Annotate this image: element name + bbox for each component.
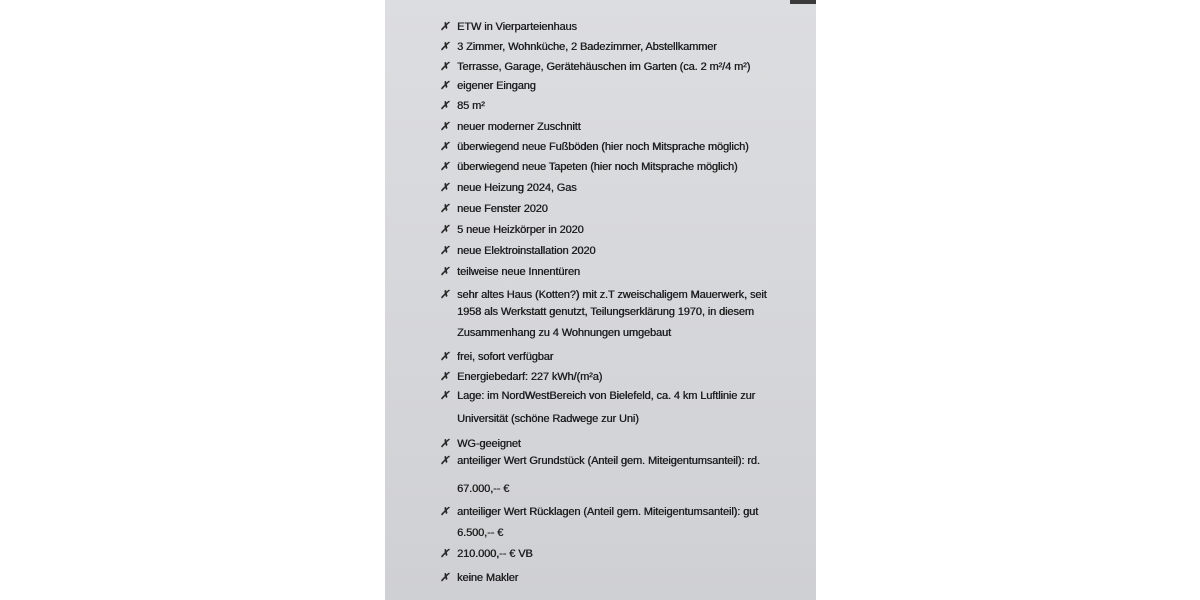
cross-bullet-icon: ✗ xyxy=(440,371,450,383)
list-item-text: WG-geeignet xyxy=(457,438,521,450)
list-item-text: neue Elektroinstallation 2020 xyxy=(457,245,596,257)
list-item-text: keine Makler xyxy=(457,572,519,584)
list-item-text: neuer moderner Zuschnitt xyxy=(457,121,581,133)
list-item-text: 67.000,-- € xyxy=(457,483,510,495)
list-item-text: 85 m² xyxy=(457,100,485,112)
cross-bullet-icon: ✗ xyxy=(440,455,450,467)
list-item-text: eigener Eingang xyxy=(457,80,536,92)
cross-bullet-icon: ✗ xyxy=(440,182,450,194)
list-item-text: Zusammenhang zu 4 Wohnungen umgebaut xyxy=(457,327,671,339)
list-item-text: Lage: im NordWestBereich von Bielefeld, ca. 4 km Luftlinie zur xyxy=(457,390,756,402)
list-item-text: 1958 als Werkstatt genutzt, Teilungserklärung 1970, in diesem xyxy=(457,306,754,318)
cross-bullet-icon: ✗ xyxy=(440,141,450,153)
cross-bullet-icon: ✗ xyxy=(440,41,450,53)
list-item-text: neue Heizung 2024, Gas xyxy=(457,182,577,194)
cross-bullet-icon: ✗ xyxy=(440,21,450,33)
list-item-text: anteiliger Wert Grundstück (Anteil gem. Miteigentumsanteil): rd. xyxy=(457,455,760,467)
page-edge-shadow xyxy=(790,0,816,4)
cross-bullet-icon: ✗ xyxy=(440,351,450,363)
cross-bullet-icon: ✗ xyxy=(440,245,450,257)
cross-bullet-icon: ✗ xyxy=(440,61,450,73)
cross-bullet-icon: ✗ xyxy=(440,548,450,560)
cross-bullet-icon: ✗ xyxy=(440,438,450,450)
list-item-text: sehr altes Haus (Kotten?) mit z.T zweischaligem Mauerwerk, seit xyxy=(457,289,767,301)
list-item-text: 5 neue Heizkörper in 2020 xyxy=(457,224,584,236)
cross-bullet-icon: ✗ xyxy=(440,572,450,584)
cross-bullet-icon: ✗ xyxy=(440,161,450,173)
list-item-text: 6.500,-- € xyxy=(457,527,504,539)
cross-bullet-icon: ✗ xyxy=(440,506,450,518)
cross-bullet-icon: ✗ xyxy=(440,203,450,215)
cross-bullet-icon: ✗ xyxy=(440,80,450,92)
list-item-text: anteiliger Wert Rücklagen (Anteil gem. Miteigentumsanteil): gut xyxy=(457,506,759,518)
list-item-text: ETW in Vierparteienhaus xyxy=(457,21,577,33)
list-item-text: Universität (schöne Radwege zur Uni) xyxy=(457,413,639,425)
list-item-text: überwiegend neue Tapeten (hier noch Mitsprache möglich) xyxy=(457,161,738,173)
list-item-text: 210.000,-- € VB xyxy=(457,548,533,560)
cross-bullet-icon: ✗ xyxy=(440,121,450,133)
list-item-text: 3 Zimmer, Wohnküche, 2 Badezimmer, Abstellkammer xyxy=(457,41,717,53)
list-item-text: Energiebedarf: 227 kWh/(m²a) xyxy=(457,371,603,383)
list-item-text: Terrasse, Garage, Gerätehäuschen im Garten (ca. 2 m²/4 m²) xyxy=(457,61,751,73)
cross-bullet-icon: ✗ xyxy=(440,100,450,112)
cross-bullet-icon: ✗ xyxy=(440,266,450,278)
cross-bullet-icon: ✗ xyxy=(440,390,450,402)
list-item-text: neue Fenster 2020 xyxy=(457,203,548,215)
cross-bullet-icon: ✗ xyxy=(440,289,450,301)
list-item-text: frei, sofort verfügbar xyxy=(457,351,554,363)
list-item-text: überwiegend neue Fußböden (hier noch Mitsprache möglich) xyxy=(457,141,749,153)
list-item-text: teilweise neue Innentüren xyxy=(457,266,580,278)
cross-bullet-icon: ✗ xyxy=(440,224,450,236)
